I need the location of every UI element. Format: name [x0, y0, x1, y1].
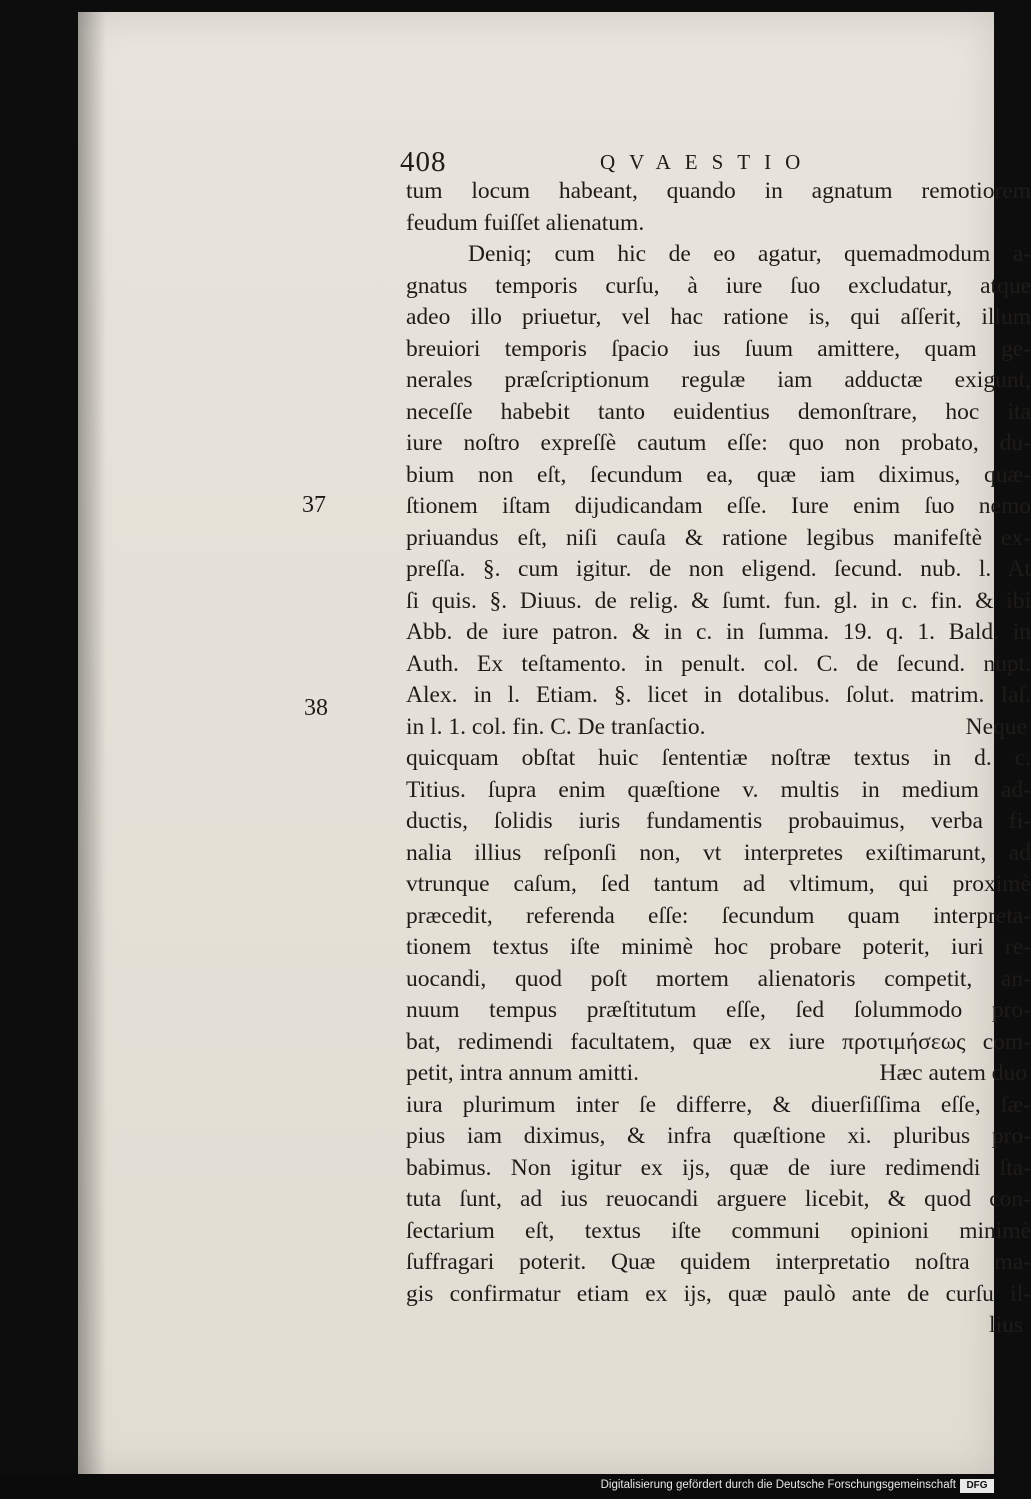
text-line: breuiori temporis ſpacio ius ſuum amittere, quam ge- [406, 335, 1031, 362]
text-line: pius iam diximus, & infra quæſtione xi. pluribus pro- [406, 1123, 1031, 1149]
text-line [406, 712, 1031, 744]
text-line: ſi quis. §. Diuus. de relig. & ſumt. fun. gl. in c. fin. & ibi [406, 587, 1031, 614]
text-line: Abb. de iure patron. & in c. in ſumma. 19. q. 1. Bald. in [406, 619, 1031, 645]
text-line: Alex. in l. Etiam. §. licet in dotalibus. ſolut. matrim. Iaſ. [406, 682, 1031, 708]
footer-bar [0, 1474, 1000, 1499]
text-line: iura plurimum inter ſe differre, & diuerſiſſima eſſe, ſæ- [406, 1091, 1031, 1118]
text-line: babimus. Non igitur ex ijs, quæ de iure redimendi ſta- [406, 1154, 1031, 1181]
text-line: neceſſe habebit tanto euidentius demonſtrare, hoc ita [406, 398, 1031, 425]
body-text [406, 176, 1031, 1342]
text-line: ſuffragari poterit. Quæ quidem interpretatio noſtra ma- [406, 1249, 1031, 1275]
text-line: Auth. Ex teſtamento. in penult. col. C. de ſecund. nupt. [406, 650, 1031, 677]
line-segment: petit, intra annum amitti. [406, 1060, 639, 1086]
text-line: nuum tempus præſtitutum eſſe, ſed ſolummodo pro- [406, 997, 1031, 1023]
text-line: priuandus eſt, niſi cauſa & ratione legibus manifeſtè ex- [406, 524, 1031, 551]
text-line: Titius. ſupra enim quæſtione v. multis in medium ad- [406, 776, 1031, 803]
line-segment: Neque [965, 713, 1027, 740]
text-line: gis confirmatur etiam ex ijs, quæ paulò ante de curſu il- [406, 1280, 1031, 1307]
text-line: tionem textus iſte minimè hoc probare poterit, iuri re- [406, 934, 1031, 960]
text-line: iure noſtro expreſſè cautum eſſe: quo non probato, du- [406, 430, 1031, 456]
text-line: uocandi, quod poſt mortem alienatoris competit, an- [406, 965, 1031, 992]
text-line: vtrunque caſum, ſed tantum ad vltimum, qui proximè [406, 871, 1031, 897]
text-line: ſtionem iſtam dijudicandam eſſe. Iure enim ſuo nemo [406, 493, 1031, 519]
catchword: lius [989, 1312, 1023, 1338]
text-line: tum locum habeant, quando in agnatum remotiorem [406, 178, 1031, 204]
text-line: nalia illius reſponſi non, vt interpretes exiſtimarunt, ad [406, 839, 1031, 866]
text-line: ductis, ſolidis iuris fundamentis probauimus, verba fi- [406, 808, 1031, 834]
text-line: preſſa. §. cum igitur. de non eligend. ſecund. nub. l. At [406, 556, 1031, 582]
text-line: nerales præſcriptionum regulæ iam adductæ exigunt, [406, 367, 1031, 393]
header-title: QVAESTIO [600, 150, 815, 174]
text-line: Deniq; cum hic de eo agatur, quemadmodum a- [468, 241, 1031, 267]
line-segment: Hæc autem duo [879, 1060, 1027, 1086]
text-line: gnatus temporis curſu, à iure ſuo excludatur, atque [406, 272, 1031, 299]
text-line: præcedit, referenda eſſe: ſecundum quam interpreta- [406, 902, 1031, 929]
dfg-logo: DFG [960, 1479, 994, 1493]
funding-notice: Digitalisierung gefördert durch die Deutsche Forschungsgemeinschaft [600, 1479, 956, 1491]
text-line: quicquam obſtat huic ſententiæ noſtræ textus in d. c. [406, 745, 1031, 771]
line-segment: in l. 1. col. fin. C. De tranſactio. [406, 713, 706, 740]
book-page [78, 12, 1031, 1474]
page-number: 408 [400, 146, 447, 178]
text-line: bat, redimendi facultatem, quæ ex iure προτιμήσεως com- [406, 1028, 1031, 1055]
margin-note-37: 37 [302, 492, 326, 518]
margin-note-38: 38 [304, 695, 328, 721]
text-line: ſectarium eſt, textus iſte communi opinioni minimè [406, 1217, 1031, 1244]
text-line: feudum fuiſſet alienatum. [406, 209, 645, 236]
text-line: bium non eſt, ſecundum ea, quæ iam diximus, quæ- [406, 461, 1031, 488]
text-line [406, 1058, 1031, 1090]
running-head [400, 146, 860, 180]
text-line: tuta ſunt, ad ius reuocandi arguere licebit, & quod con- [406, 1186, 1031, 1212]
text-line: adeo illo priuetur, vel hac ratione is, qui aſſerit, illum [406, 304, 1031, 330]
